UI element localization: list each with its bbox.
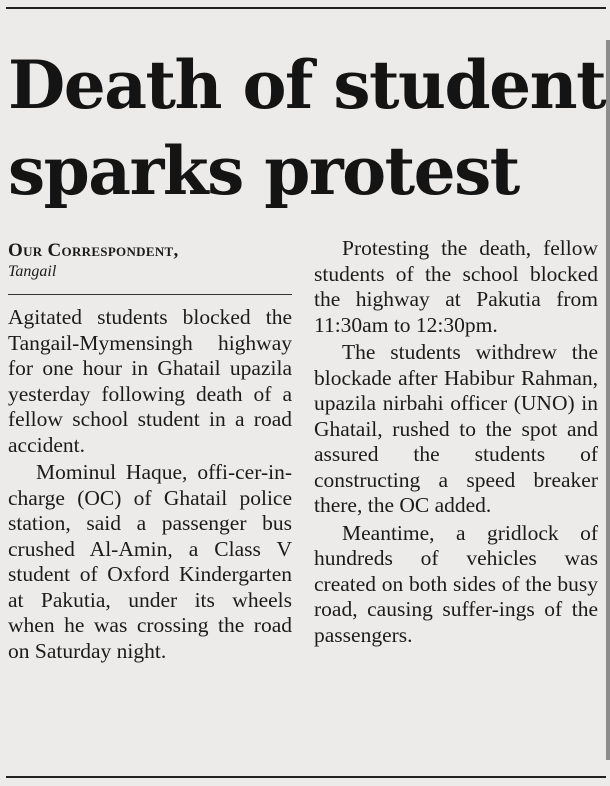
column-right (314, 236, 598, 648)
top-rule (6, 7, 606, 9)
bottom-rule (6, 776, 606, 778)
paragraph: Meantime, a gridlock of hundreds of vehicles was created on both sides of the busy road, causing suffer-ings of the passengers. (314, 520, 598, 647)
column-left (8, 305, 292, 664)
side-rule (606, 40, 610, 760)
byline (8, 240, 292, 282)
headline-line-1: Death of student (8, 46, 606, 124)
byline-name: Our Correspondent, (8, 240, 179, 261)
byline-rule (8, 294, 292, 295)
paragraph: Agitated students blocked the Tangail-Mymensingh highway for one hour in Ghatail upazila yesterday following death of a fellow school student in a road accident. (8, 305, 292, 457)
paragraph: The students withdrew the blockade after Habibur Rahman, upazila nirbahi officer (UNO) in Ghatail, rushed to the spot and assured the students of constructing a speed breaker there, the OC added. (314, 340, 598, 517)
headline-line-2: sparks protest (8, 132, 519, 210)
headline (8, 42, 604, 214)
paragraph: Mominul Haque, offi-cer-in-charge (OC) of Ghatail police station, said a passenger bus crushed Al-Amin, a Class V student of Oxford Kindergarten at Pakutia, under its wheels when he was crossing the road on Saturday night. (8, 460, 292, 663)
byline-place: Tangail (8, 263, 57, 280)
paragraph: Protesting the death, fellow students of the school blocked the highway at Pakutia from 11:30am to 12:30pm. (314, 236, 598, 337)
